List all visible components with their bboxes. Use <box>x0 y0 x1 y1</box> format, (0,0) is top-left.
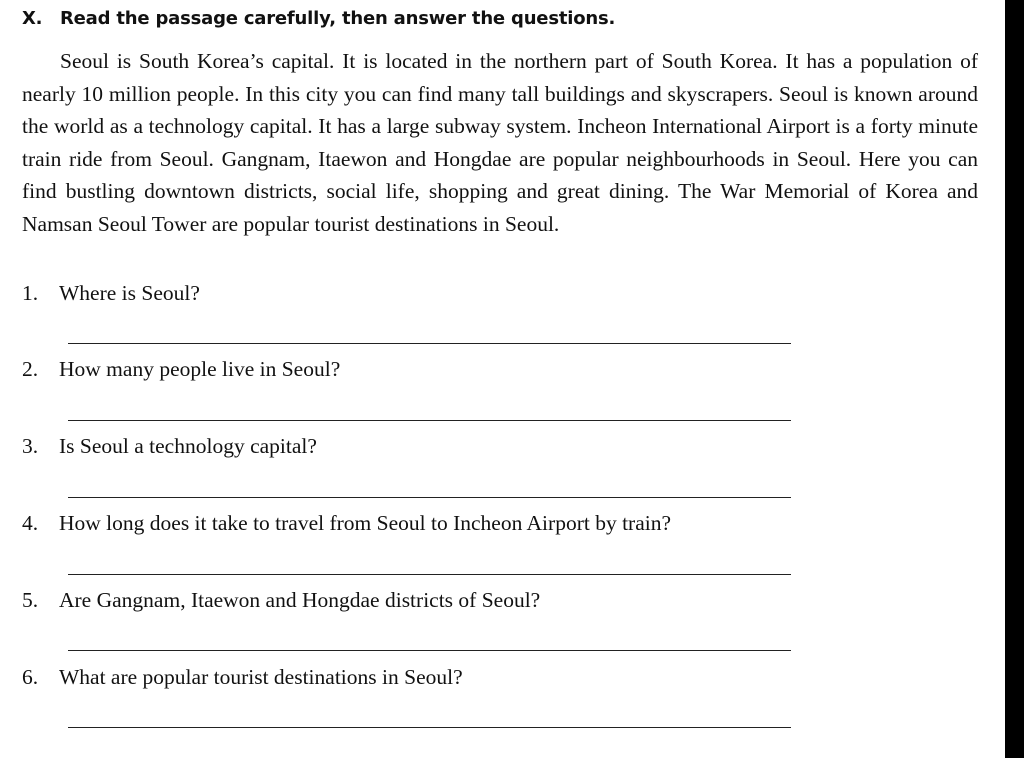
question-number: 2. <box>22 357 39 381</box>
section-title: Read the passage carefully, then answer the questions. <box>60 8 616 29</box>
question-number: 3. <box>22 434 39 458</box>
question-number: 1. <box>22 281 39 305</box>
answer-line-6[interactable] <box>68 727 791 728</box>
question-number: 5. <box>22 588 39 612</box>
answer-line-3[interactable] <box>68 497 791 498</box>
question-text: Are Gangnam, Itaewon and Hongdae districts of Seoul? <box>59 588 541 612</box>
question-number: 6. <box>22 665 39 689</box>
question-3 <box>22 434 317 459</box>
question-text: How long does it take to travel from Seoul to Incheon Airport by train? <box>59 511 672 535</box>
question-6 <box>22 665 463 690</box>
question-text: Where is Seoul? <box>59 281 200 305</box>
answer-line-1[interactable] <box>68 343 791 344</box>
question-text: Is Seoul a technology capital? <box>59 434 317 458</box>
page-edge-border <box>1005 0 1024 758</box>
question-number: 4. <box>22 511 39 535</box>
question-1 <box>22 281 200 306</box>
question-text: What are popular tourist destinations in Seoul? <box>59 665 463 689</box>
answer-line-5[interactable] <box>68 650 791 651</box>
question-text: How many people live in Seoul? <box>59 357 341 381</box>
section-number: X. <box>22 8 43 29</box>
answer-line-4[interactable] <box>68 574 791 575</box>
question-4 <box>22 511 671 536</box>
question-5 <box>22 588 540 613</box>
section-heading <box>22 8 615 29</box>
answer-line-2[interactable] <box>68 420 791 421</box>
reading-passage: Seoul is South Korea’s capital. It is located in the northern part of South Korea. It has a population of nearly 10 million people. In this city you can find many tall buildings and skyscrapers. Seoul is known around the world as a technology capital. It has a large subway system. Incheon International Airport is a forty minute train ride from Seoul. Gangnam, Itaewon and Hongdae are popular neighbourhoods in Seoul. Here you can find bustling downtown districts, social life, shopping and great dining. The War Memorial of Korea and Namsan Seoul Tower are popular tourist destinations in Seoul. <box>22 49 978 236</box>
question-2 <box>22 357 340 382</box>
